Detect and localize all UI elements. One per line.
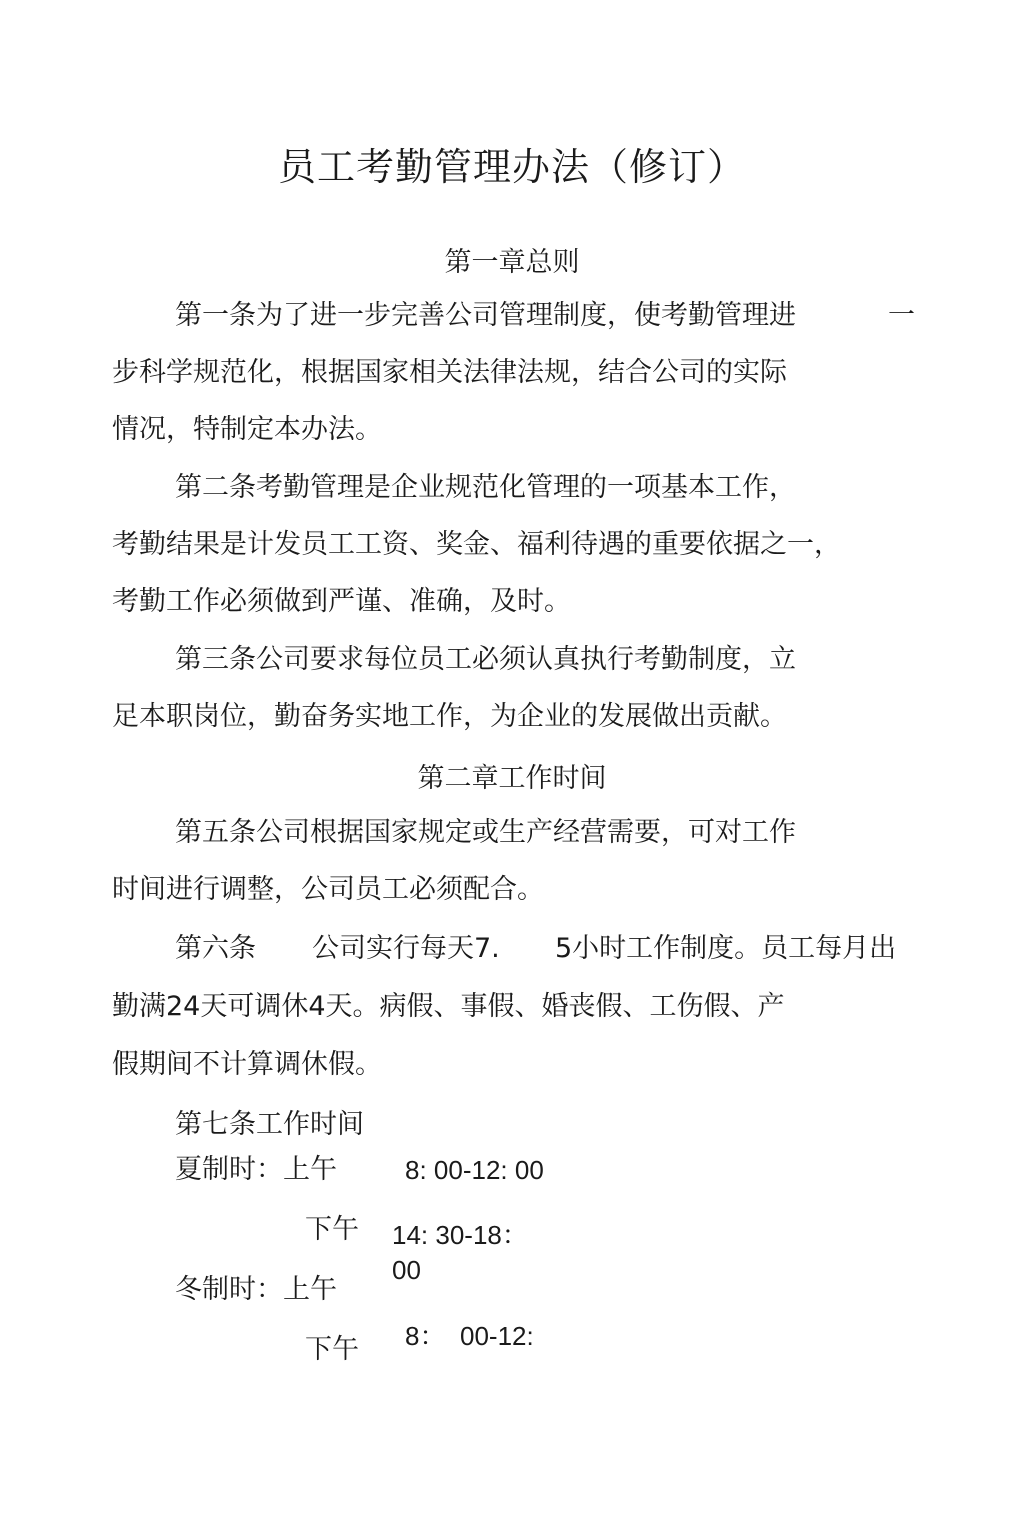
article-3-line-1: 第三条公司要求每位员工必须认真执行考勤制度，立 bbox=[175, 644, 796, 675]
summer-afternoon-hours: 14: 30-18： bbox=[392, 1220, 528, 1250]
article-6-line-3: 假期间不计算调休假。 bbox=[112, 1049, 382, 1080]
winter-morning-hours-end: 00-12: bbox=[460, 1321, 534, 1351]
winter-afternoon-label: 下午 bbox=[305, 1334, 359, 1362]
summer-morning-hours: 8: 00-12: 00 bbox=[405, 1155, 544, 1185]
article-1-line-1: 第一条为了进一步完善公司管理制度，使考勤管理进 bbox=[175, 300, 796, 331]
article-7-heading: 第七条工作时间 bbox=[175, 1109, 364, 1140]
article-5-line-2: 时间进行调整，公司员工必须配合。 bbox=[112, 874, 544, 905]
article-6-line-2: 勤满24天可调休4天。病假、事假、婚丧假、工伤假、产 bbox=[112, 991, 785, 1022]
article-1-line-3: 情况，特制定本办法。 bbox=[112, 414, 382, 445]
article-2-line-3: 考勤工作必须做到严谨、准确，及时。 bbox=[112, 586, 571, 617]
chapter-2-heading: 第二章工作时间 bbox=[417, 763, 607, 794]
summer-schedule-label: 夏制时：上午 bbox=[175, 1154, 337, 1185]
winter-schedule-label: 冬制时：上午 bbox=[175, 1274, 337, 1305]
article-2-line-1: 第二条考勤管理是企业规范化管理的一项基本工作， bbox=[175, 472, 796, 503]
summer-afternoon-hours-cont: 00 bbox=[392, 1255, 421, 1285]
article-6-line-1-part-2: 5小时工作制度。员工每月出 bbox=[555, 933, 897, 964]
article-1-line-1-end: 一 bbox=[888, 300, 915, 331]
article-5-line-1: 第五条公司根据国家规定或生产经营需要，可对工作 bbox=[175, 817, 796, 848]
article-2-line-2: 考勤结果是计发员工工资、奖金、福利待遇的重要依据之一， bbox=[112, 529, 841, 560]
article-6-label: 第六条 bbox=[175, 933, 256, 964]
document-title: 员工考勤管理办法（修订） bbox=[277, 145, 746, 189]
winter-morning-hours-start: 8： bbox=[405, 1321, 446, 1351]
article-1-line-2: 步科学规范化，根据国家相关法律法规，结合公司的实际 bbox=[112, 357, 787, 388]
article-6-line-1-part-1: 公司实行每天7. bbox=[312, 933, 500, 964]
chapter-1-heading: 第一章总则 bbox=[444, 247, 580, 278]
article-3-line-2: 足本职岗位，勤奋务实地工作，为企业的发展做出贡献。 bbox=[112, 701, 787, 732]
summer-afternoon-label: 下午 bbox=[305, 1214, 359, 1245]
